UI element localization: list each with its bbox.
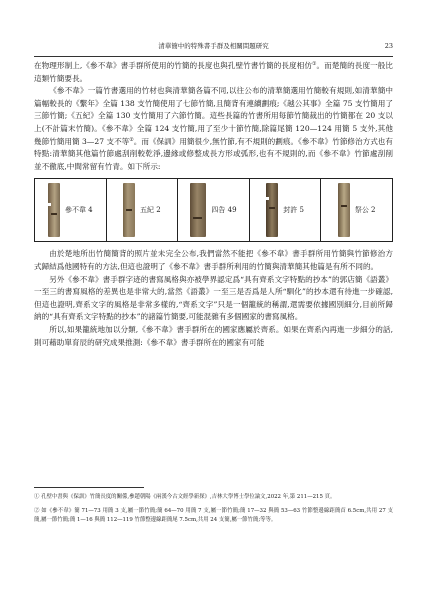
- footnote-2: ② 如《參不韋》簡 71—73 用簡 3 支,屬一節竹簡;簡 64—70 用簡 7 支,屬一節竹簡;簡 17—32 與簡 53—63 竹節整邊線距簡首 6.5cm,共用 27 支簡,屬一節竹簡;簡 1—16 與簡 112—119 竹節整邊線距簡尾 7.5cm,共用 24 支簡,屬一節竹簡;等等。: [34, 507, 393, 524]
- figure-label: 封許 5: [283, 206, 304, 215]
- main-text: [34, 60, 393, 349]
- figure-item: [178, 179, 250, 241]
- paragraph-2-text-a: 《參不韋》一篇竹書選用的竹材也與清華簡各篇不同,以往公布的清華簡選用竹簡較有規則,如清華簡中篇幅較長的《繫年》全篇 138 支竹簡使用了七節竹簡,且簡背有連續劃痕;《越公其事》全篇 75 支竹簡用了三節竹簡;《五紀》全篇 130 支竹簡用了六節竹簡。這些長篇的竹書所用每節竹簡裁出的竹簡都在 20 支以上(不計篇末竹簡)。《參不韋》全篇 124 支竹簡,用了至少十節竹簡,除篇尾簡 120—124 用簡 5 支外,其他幾節竹簡用簡 3—27 支不等: [34, 86, 393, 146]
- footnote-ref-1[interactable]: ①: [311, 61, 317, 67]
- running-title: 清華簡中的特殊書手群及相關問題研究: [158, 42, 269, 50]
- figure-item: [250, 179, 322, 241]
- figure-item: [321, 179, 392, 241]
- figure-item: [107, 179, 179, 241]
- paragraph-5: 所以,如果籠統地加以分類,《參不韋》書手群所在的國家應屬於齊系。如果在齊系內再進一步細分的話,則可藉助單育辰的研究成果推測:《參不韋》書手群所在的國家有可能: [34, 324, 393, 347]
- figure-label: 參不韋 4: [64, 206, 93, 215]
- header-rule: [34, 56, 393, 57]
- page-number: 23: [384, 42, 393, 50]
- footnote-rule: [34, 487, 144, 488]
- bamboo-slip-image: [190, 183, 206, 237]
- paragraph-1-text-b: 。而楚簡的長度一般比這類竹簡要長。: [34, 61, 394, 83]
- paragraph-1: [34, 60, 393, 85]
- paragraph-2-text-b: 。而《保訓》用簡很少,無竹節,有不規則的劃痕。《參不韋》竹節修治方式也有特點:清華簡其他篇竹節處刮削較乾淨,邊緣或修整成長方形或弧形,也有不規則的,而《參不韋》竹節處刮削並不徹底,中間常留有竹青。如下所示:: [34, 136, 393, 171]
- paragraph-3: 由於楚地所出竹簡簡背的照片並未完全公布,我們當然不能把《參不韋》書手群所用竹簡與竹節修治方式歸結爲他國特有的方法,但這也證明了《參不韋》書手群所利用的竹簡與清華簡其他篇是有所不同的。: [34, 249, 393, 271]
- figure-item: [35, 179, 107, 241]
- figure-label: 祭公 2: [354, 206, 376, 215]
- bamboo-slip-image: [123, 183, 135, 237]
- footnote-ref-2[interactable]: ②: [129, 136, 134, 143]
- figure-label: 五紀 2: [140, 206, 161, 215]
- paragraph-4: 另外《參不韋》書手群字迹的書寫風格與亦被學界認定爲“具有齊系文字特點的抄本”的郭店簡《語叢》一至三的書寫風格的差異也是非常大的,當然《語叢》一至三是否爲是人所“馴化”的抄本還有待進一步確認,但這也證明,齊系文字的風格是非常多樣的,“齊系文字”只是一個籠統的稱謂,還需要依據國別細分,目前所歸納的“具有齊系文字特點的抄本”的諸篇竹簡要,可能混雜有多個國家的書寫風格。: [34, 274, 393, 322]
- footnotes: [34, 493, 393, 530]
- running-header: [34, 40, 393, 52]
- footnote-1: ① 孔壁中書與《保訓》竹簡長度的關係,參趙朝陽《兩漢今古文經學新探》,吉林大學博士學位論文,2022 年,第 211—215 頁。: [34, 494, 336, 500]
- bamboo-node-figure: [34, 178, 393, 242]
- paragraph-1-text-a: 在物理形制上,《參不韋》書手群所使用的竹簡的長度也與孔壁竹書竹簡的長度相仿: [34, 61, 312, 70]
- bamboo-slip-image: [48, 183, 60, 237]
- bamboo-slip-image: [266, 183, 278, 237]
- paragraph-2: [34, 85, 393, 173]
- figure-label: 四告 49: [211, 206, 237, 215]
- bamboo-slip-image: [338, 183, 350, 237]
